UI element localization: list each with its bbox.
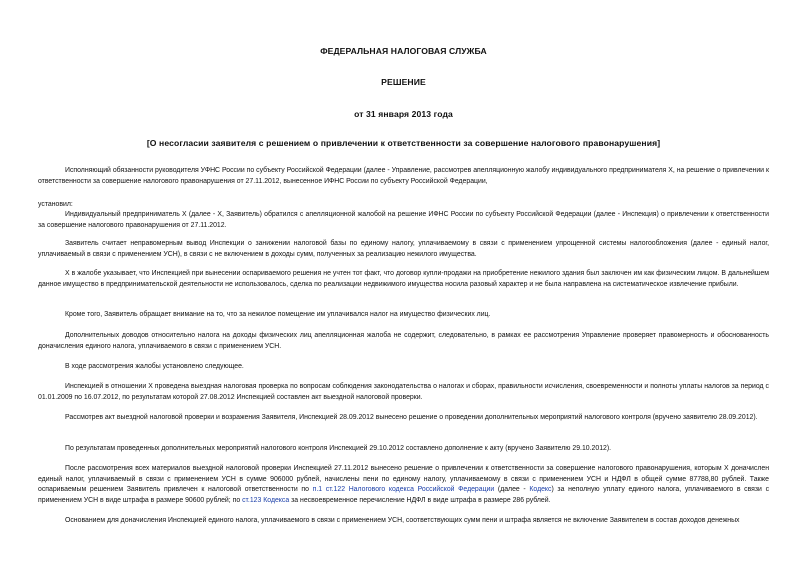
- decision-text-3: ) за неполную уплату единого налога, уплачиваемого в связи с применением УСН в виде штрафа в размере 90600 рублей; по: [38, 486, 770, 504]
- paragraph-control-results: По результатам проведенных дополнительных мероприятий налогового контроля Инспекцией 29.10.2012 составлено дополнение к акту (вручено Заявителю 29.10.2012).: [65, 445, 612, 452]
- paragraph-findings-intro: В ходе рассмотрения жалобы установлено следующее.: [65, 363, 244, 370]
- paragraph-intro: Исполняющий обязанности руководителя УФНС России по субъекту Российской Федерации (далее - Управление, рассмотрев апелляционную жалобу индивидуального предпринимателя Х, на решение о привлечении к ответственности за совершение налогового правонарушения от 27.11.2012, вынесенное ИФНС России по субъекту Российской Федерации,: [38, 167, 769, 185]
- paragraph-review: Рассмотрев акт выездной налоговой проверки и возражения Заявителя, Инспекцией 28.09.2012 вынесено решение о проведении дополнительных мероприятий налогового контроля (вручено заявителю 28.09.2012).: [65, 414, 758, 421]
- org-title: ФЕДЕРАЛЬНАЯ НАЛОГОВАЯ СЛУЖБА: [320, 46, 487, 56]
- decision-text-2: (далее -: [494, 486, 530, 494]
- tax-code-article-122-link[interactable]: п.1 ст.122 Налогового кодекса Российской Федерации: [312, 486, 495, 494]
- paragraph-claim: Заявитель считает неправомерным вывод Инспекции о занижении налоговой базы по единому налогу, уплачиваемому в связи с применением упрощенной системы налогообложения (далее - единый налог, уплачиваемый в связи с применением УСН), в связи с не включением в доходы сумм, полученных за реализацию нежилого имущества.: [38, 240, 769, 258]
- paragraph-additional: Дополнительных доводов относительно налога на доходы физических лиц апелляционная жалоба не содержит, следовательно, в рамках ее рассмотрения Управление проверяет правомерность и обоснованность доначисления единого налога, уплачиваемого в связи с применением УСН.: [38, 332, 769, 350]
- paragraph-appeal: Индивидуальный предприниматель Х (далее - Х, Заявитель) обратился с апелляционной жалобой на решение ИФНС России по субъекту Российской Федерации (далее - Инспекция) о привлечении к ответственности за совершение налогового правонарушения от 27.11.2012.: [38, 211, 769, 229]
- decision-text-1: После рассмотрения всех материалов выездной налоговой проверки Инспекцией 27.11.2012 вынесено решение о привлечении к ответственности за совершение налогового правонарушения, которым Х доначислен единый налог, уплачиваемый в связи с применением УСН в сумме 906000 рублей, начислены пени по единому налогу, уплачиваемому в связи с применением УСН и НДФЛ в общей сумме 87788,80 рублей. Также оспариваемым решением Заявитель привлечен к налоговой ответственности по: [38, 465, 769, 494]
- paragraph-decision: [38, 464, 769, 506]
- paragraph-grounds: Основанием для доначисления Инспекцией единого налога, уплачиваемого в связи с применением УСН, соответствующих сумм пени и штрафа является не включение Заявителем в состав доходов денежных: [65, 517, 740, 524]
- paragraph-argument: Х в жалобе указывает, что Инспекцией при вынесении оспариваемого решения не учтен тот факт, что договор купли-продажи на приобретение нежилого здания был заключен им как физическим лицом. В дальнейшем данное имущество в предпринимательской деятельности не использовалось, сделка по реализации недвижимого имущества носила разовый характер и не была направлена на систематическое извлечение прибыли.: [38, 270, 769, 288]
- paragraph-audit: Инспекцией в отношении Х проведена выездная налоговая проверка по вопросам соблюдения законодательства о налогах и сборах, правильности исчисления, своевременности и полноты уплаты налогов за период с 01.01.2009 по 16.07.2012, по результатам которой 27.08.2012 Инспекцией составлен акт выездной налоговой проверки.: [38, 383, 769, 401]
- paragraph-property-tax: Кроме того, Заявитель обращает внимание на то, что за нежилое помещение им уплачивался налог на имущество физических лиц.: [65, 311, 491, 318]
- doc-subject: [О несогласии заявителя с решением о привлечении к ответственности за совершение налогового правонарушения]: [146, 138, 661, 148]
- doc-date: от 31 января 2013 года: [354, 109, 453, 119]
- tax-code-link[interactable]: Кодекс: [529, 486, 552, 494]
- doc-type-title: РЕШЕНИЕ: [381, 77, 426, 87]
- paragraph-established: установил:: [38, 201, 73, 208]
- decision-text-4: за несвоевременное перечисление НДФЛ в виде штрафа в размере 286 рублей.: [289, 496, 551, 504]
- tax-code-article-123-link[interactable]: ст.123 Кодекса: [242, 496, 290, 504]
